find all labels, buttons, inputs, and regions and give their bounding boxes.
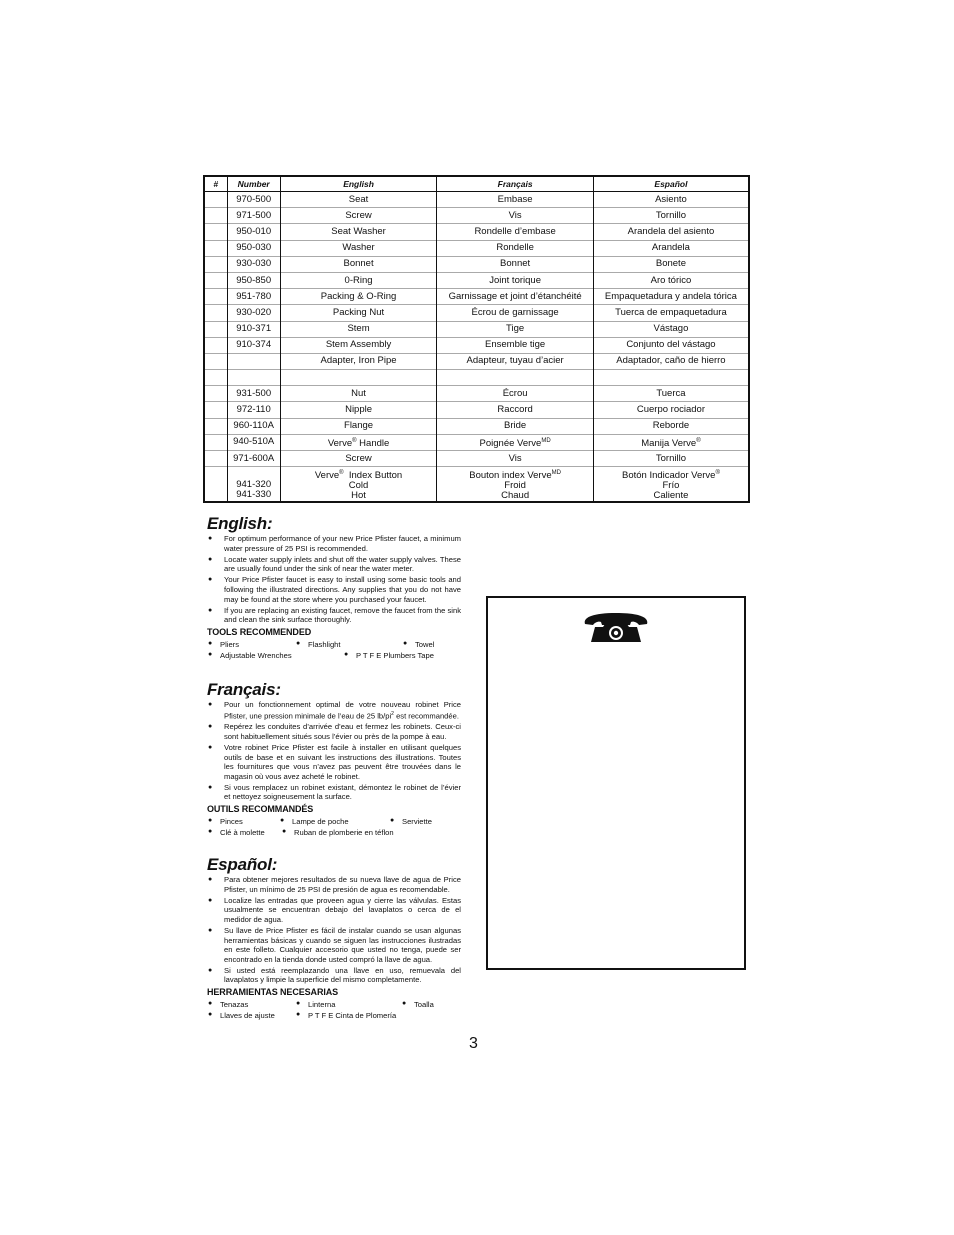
table-row (204, 256, 749, 272)
cell-index (204, 434, 227, 450)
cell-spanish: Tornillo (593, 208, 749, 224)
cell-spanish: Vástago (593, 321, 749, 337)
phone-box (486, 596, 746, 970)
cell-index (204, 370, 227, 386)
tool-item: ● Pinces (207, 817, 243, 826)
tool-item: ● Lampe de poche (279, 817, 349, 826)
cell-spanish: Adaptador, caño de hierro (593, 353, 749, 369)
cell-english: Verve® Index Button Cold Hot (280, 467, 437, 503)
tools-row (207, 1000, 461, 1011)
tool-item: ● Towel (402, 640, 434, 649)
cell-english: Washer (280, 240, 437, 256)
cell-english: Nut (280, 386, 437, 402)
tool-item: ● Serviette (389, 817, 432, 826)
cell-english: Seat Washer (280, 224, 437, 240)
tool-item: ● Clé à molette (207, 828, 265, 837)
table-row (204, 321, 749, 337)
cell-english: Stem (280, 321, 437, 337)
cell-number: 971-500 (227, 208, 280, 224)
tools-row (207, 651, 461, 662)
cell-spanish: Manija Verve® (593, 434, 749, 450)
cell-number: 970-500 (227, 192, 280, 208)
table-row (204, 337, 749, 353)
cell-french: Ensemble tige (437, 337, 594, 353)
cell-english: Screw (280, 208, 437, 224)
table-row (204, 434, 749, 450)
cell-spanish: Empaquetadura y andela tórica (593, 289, 749, 305)
cell-index (204, 272, 227, 288)
tools-row (207, 817, 461, 828)
table-row (204, 240, 749, 256)
tools-row (207, 1011, 461, 1022)
cell-number (227, 370, 280, 386)
cell-spanish: Cuerpo rociador (593, 402, 749, 418)
cell-english: Flange (280, 418, 437, 434)
table-row (204, 305, 749, 321)
spanish-heading: Español: (207, 855, 278, 874)
cell-index (204, 386, 227, 402)
cell-index (204, 321, 227, 337)
french-bullets (207, 700, 461, 802)
cell-english: Adapter, Iron Pipe (280, 353, 437, 369)
cell-french: Écrou (437, 386, 594, 402)
cell-spanish: Asiento (593, 192, 749, 208)
table-row (204, 224, 749, 240)
cell-spanish: Reborde (593, 418, 749, 434)
tool-item: ● Flashlight (295, 640, 341, 649)
tool-item: ● Tenazas (207, 1000, 248, 1009)
table-row (204, 386, 749, 402)
cell-english: Verve® Handle (280, 434, 437, 450)
cell-spanish: Botón Indicador Verve® Frío Caliente (593, 467, 749, 503)
tools-row (207, 640, 461, 651)
col-header-spanish: Español (593, 176, 749, 192)
cell-french: Écrou de garnissage (437, 305, 594, 321)
cell-index (204, 418, 227, 434)
page-number: 3 (469, 1035, 478, 1052)
cell-french (437, 370, 594, 386)
cell-number: 951-780 (227, 289, 280, 305)
table-header-row (204, 176, 749, 192)
table-row (204, 402, 749, 418)
cell-index (204, 224, 227, 240)
cell-french: Bonnet (437, 256, 594, 272)
cell-english: Packing & O-Ring (280, 289, 437, 305)
telephone-icon (581, 610, 651, 644)
cell-spanish: Arandela (593, 240, 749, 256)
list-item: ● Locate water supply inlets and shut off the water supply valves. These are usually found under the sink of near the water meter. (207, 555, 461, 574)
col-header-index: # (204, 176, 227, 192)
cell-number: 960-110A (227, 418, 280, 434)
french-section (207, 680, 461, 839)
cell-number: 950-030 (227, 240, 280, 256)
cell-number: 971-600A (227, 451, 280, 467)
cell-spanish (593, 370, 749, 386)
english-tools-title: TOOLS RECOMMENDED (207, 626, 312, 637)
cell-index (204, 337, 227, 353)
cell-number: 930-030 (227, 256, 280, 272)
cell-french: Vis (437, 451, 594, 467)
tool-item: ● P T F E Plumbers Tape (343, 651, 434, 660)
tool-item: ● Toalla (401, 1000, 434, 1009)
cell-index (204, 451, 227, 467)
cell-spanish: Conjunto del vástago (593, 337, 749, 353)
table-row (204, 451, 749, 467)
tool-item: ● P T F E Cinta de Plomería (295, 1011, 396, 1020)
table-row (204, 192, 749, 208)
list-item: ● Repérez les conduites d’arrivée d’eau et fermez les robinets. Ceux-ci sont habituellement situés sous l’évier ou près de la pompe à eau. (207, 722, 461, 741)
cell-index (204, 402, 227, 418)
cell-index (204, 256, 227, 272)
cell-index (204, 353, 227, 369)
cell-french: Rondelle (437, 240, 594, 256)
cell-english: 0-Ring (280, 272, 437, 288)
list-item: ● Pour un fonctionnement optimal de votre nouveau robinet Price Pfister, une pression minimale de l’eau de 25 $lb/pi^2$ est recommandée. (207, 700, 461, 721)
list-item: ● Si usted está reemplazando una llave en uso, remuevala del lavaplatos y limpie la superficie del mismo completamente. (207, 966, 461, 985)
table-row (204, 370, 749, 386)
spanish-tools-title: HERRAMIENTAS NECESARIAS (207, 987, 339, 998)
list-item: ● Su llave de Price Pfister es fácil de instalar cuando se usan algunas herramientas básicas y cuando se siguen las instrucciones ilustradas en este folleto. Cualquier accesorio que usted no tenga, puede ser encontrado en la tienda donde usted compró la llave de agua. (207, 926, 461, 964)
cell-french: Bouton index Verve$^{MD}$ Froid Chaud (437, 467, 594, 503)
cell-french: Embase (437, 192, 594, 208)
cell-french: Vis (437, 208, 594, 224)
cell-number: 910-371 (227, 321, 280, 337)
cell-spanish: Tuerca de empaquetadura (593, 305, 749, 321)
cell-english: Stem Assembly (280, 337, 437, 353)
cell-spanish: Arandela del asiento (593, 224, 749, 240)
cell-french: Bride (437, 418, 594, 434)
cell-index (204, 208, 227, 224)
list-item: ● Localize las entradas que proveen agua y cierre las válvulas. Estas usualmente se encuentran debajo del lavaplatos o cerca de el medidor de agua. (207, 896, 461, 925)
tool-item: ● Adjustable Wrenches (207, 651, 292, 660)
cell-french: Raccord (437, 402, 594, 418)
parts-table (203, 175, 750, 503)
table-row (204, 289, 749, 305)
cell-number: 940-510A (227, 434, 280, 450)
tool-item: ● Ruban de plomberie en téflon (281, 828, 394, 837)
cell-index (204, 305, 227, 321)
cell-english: Packing Nut (280, 305, 437, 321)
cell-number: 910-374 (227, 337, 280, 353)
english-section (207, 514, 461, 662)
cell-number: 941-320 941-330 (227, 467, 280, 503)
cell-french: Adapteur, tuyau d’acier (437, 353, 594, 369)
table-row (204, 418, 749, 434)
list-item: ● Your Price Pfister faucet is easy to install using some basic tools and following the illustrated directions. Any supplies that you do not have may be found at the store where you purchased your faucet. (207, 575, 461, 604)
cell-french: Joint torique (437, 272, 594, 288)
cell-french: Poignée Verve$^{MD}$ (437, 434, 594, 450)
cell-spanish: Tornillo (593, 451, 749, 467)
cell-english (280, 370, 437, 386)
col-header-english: English (280, 176, 437, 192)
table-row (204, 272, 749, 288)
cell-spanish: Bonete (593, 256, 749, 272)
list-item: ● Si vous remplacez un robinet existant, démontez le robinet de l’évier et nettoyez soigneusement la surface. (207, 783, 461, 802)
cell-index (204, 467, 227, 503)
table-row (204, 353, 749, 369)
cell-index (204, 289, 227, 305)
cell-number: 931-500 (227, 386, 280, 402)
col-header-number: Number (227, 176, 280, 192)
cell-number: 930-020 (227, 305, 280, 321)
col-header-french: Français (437, 176, 594, 192)
cell-english: Bonnet (280, 256, 437, 272)
cell-spanish: Tuerca (593, 386, 749, 402)
list-item: ● Para obtener mejores resultados de su nueva llave de agua de Price Pfister, un mínimo de 25 PSI de presión de agua es recomendable. (207, 875, 461, 894)
table-row (204, 208, 749, 224)
cell-number: 972-110 (227, 402, 280, 418)
list-item: ● If you are replacing an existing faucet, remove the faucet from the sink and clean the sink surface thoroughly. (207, 606, 461, 625)
table-row (204, 467, 749, 503)
cell-english: Seat (280, 192, 437, 208)
tool-item: ● Pliers (207, 640, 239, 649)
cell-french: Tige (437, 321, 594, 337)
cell-number (227, 353, 280, 369)
tool-item: ● Llaves de ajuste (207, 1011, 275, 1020)
cell-english: Screw (280, 451, 437, 467)
cell-french: Garnissage et joint d’étanchéité (437, 289, 594, 305)
tool-item: ● Linterna (295, 1000, 335, 1009)
cell-spanish: Aro tórico (593, 272, 749, 288)
cell-french: Rondelle d’embase (437, 224, 594, 240)
french-tools-title: OUTILS RECOMMANDÉS (207, 803, 314, 814)
spanish-bullets (207, 875, 461, 985)
cell-number: 950-850 (227, 272, 280, 288)
english-heading: English: (207, 514, 273, 533)
cell-english: Nipple (280, 402, 437, 418)
tools-row (207, 828, 461, 839)
spanish-section (207, 855, 461, 1022)
cell-number: 950-010 (227, 224, 280, 240)
french-heading: Français: (207, 680, 281, 699)
english-bullets (207, 534, 461, 625)
list-item: ● For optimum performance of your new Price Pfister faucet, a minimum water pressure of 25 PSI is recommended. (207, 534, 461, 553)
cell-index (204, 192, 227, 208)
list-item: ● Votre robinet Price Pfister est facile à installer en utilisant quelques outils de base et en suivant les instructions des illustrations. Toutes les fournitures que vous n’avez pas peuvent être trouvées dans le magasin où vous avez acheté le robinet. (207, 743, 461, 781)
cell-index (204, 240, 227, 256)
